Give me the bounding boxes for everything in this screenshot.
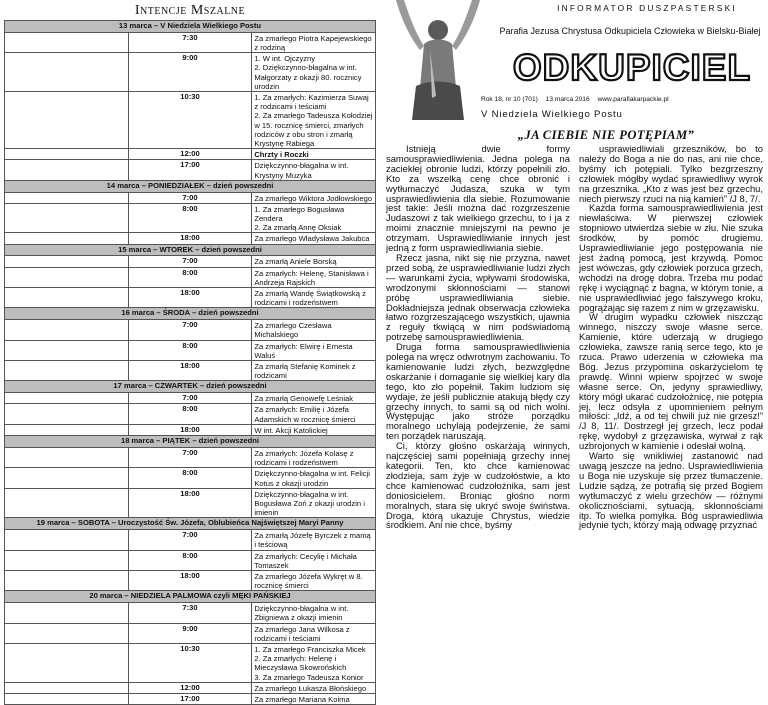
intention-text [252, 288, 376, 308]
mass-entry [5, 53, 376, 92]
intention-line: Dziękczynno-błagalna w int. Felicji Kotus z okazji urodzin [254, 469, 370, 488]
blank-cell [5, 468, 129, 488]
intention-line: Za zmarłego Władysława Jakubca [254, 234, 370, 244]
blank-cell [5, 424, 129, 435]
mass-entry [5, 404, 376, 424]
intention-text [252, 320, 376, 340]
intention-text [252, 447, 376, 467]
mass-entry [5, 32, 376, 52]
intention-text [252, 424, 376, 435]
article-paragraph: Druga forma samousprawiedliwienia polega na wręcz odwrotnym zachowaniu. To kamienowanie ludzi złych, bezwzględne oskarżanie i domaganie się wielkiej kary dla tego, kto zło popełnił. Takim ludziom się wydaje, że jeśli publicznie atakują błędy czy grzechy innych, to sami są od nich wolni. Występując jako stróże porządku moralnego uchylają podejrzenie, że sami ten porządek naruszają. [386, 341, 570, 442]
intention-text [252, 682, 376, 693]
mass-entry [5, 92, 376, 149]
mass-entry [5, 424, 376, 435]
intention-line: 2. Za zmarłego Tadeusza Kołodziej w 15. rocznicę śmierci, zmarłych rodziców z obu stron i zmarłą Krystynę Rabiega [254, 111, 373, 149]
mass-time: 9:00 [128, 623, 252, 643]
intention-text [252, 53, 376, 92]
mass-time: 18:00 [128, 424, 252, 435]
intention-line: Chrzty i Roczki [254, 150, 309, 160]
intention-text [252, 203, 376, 233]
article-paragraph: Ci, którzy głośno oskarżają winnych, najczęściej sami popełniają grzechy innej kategorii. Ten, kto chce kamienować złodzieja, sam żyje w cudzołóstwie, a kto chce kamienować cudzołożnika, sam jest doniosicielem. Broniąc głośno norm moralnych, stara się ukryć swoje świństwa. Droga, którą ukazuje Chrystus, wiedzie środkiem. Ani nie chce, byśmy [386, 440, 570, 531]
blank-cell [5, 447, 129, 467]
intention-text [252, 192, 376, 203]
mass-entry [5, 530, 376, 550]
mass-time: 17:00 [128, 693, 252, 704]
day-header [5, 308, 376, 320]
blank-cell [5, 203, 129, 233]
mass-entry [5, 447, 376, 467]
mass-entry [5, 160, 376, 180]
blank-cell [5, 393, 129, 404]
informator-label: INFORMATOR DUSZPASTERSKI [557, 3, 737, 13]
intention-text [252, 361, 376, 381]
mass-time: 7:30 [128, 603, 252, 623]
blank-cell [5, 603, 129, 623]
mass-entry [5, 149, 376, 160]
mass-time: 18:00 [128, 288, 252, 308]
intention-line: Za zmarłą Józefę Byrczek z mamą i teściową [254, 531, 371, 550]
intention-line: Za zmarłego Piotra Kapejewskiego z rodziną [254, 33, 372, 52]
intention-line: Za zmarłych: Helenę, Stanisława i Andrzeja Rajskich [254, 268, 369, 287]
mass-time: 18:00 [128, 233, 252, 244]
mass-entry [5, 623, 376, 643]
intention-line: Za zmarłego Łukasza Błońskiego [254, 683, 367, 693]
article-column-2 [579, 144, 763, 530]
article-headline: „JA CIEBIE NIE POTĘPIAM” [517, 128, 695, 142]
day-header [5, 436, 376, 448]
mass-time: 8:00 [128, 404, 252, 424]
day-header [5, 180, 376, 192]
intention-text [252, 267, 376, 287]
intention-text [252, 404, 376, 424]
mass-time: 7:00 [128, 393, 252, 404]
blank-cell [5, 32, 129, 52]
mass-time: 8:00 [128, 340, 252, 360]
mass-time: 7:30 [128, 32, 252, 52]
intention-text [252, 603, 376, 623]
mass-time: 12:00 [128, 682, 252, 693]
mass-entry [5, 203, 376, 233]
intention-text [252, 32, 376, 52]
day-header [5, 381, 376, 393]
blank-cell [5, 233, 129, 244]
intention-line: 2. Za zmarłą Annę Oksiak [254, 223, 342, 233]
intention-text [252, 530, 376, 550]
blank-cell [5, 92, 129, 149]
intention-line: Za zmarłą Aniele Borską [254, 257, 337, 267]
intention-line: 1. Za zmarłego Bogusława Zendera [254, 204, 345, 224]
mass-entry [5, 361, 376, 381]
issue-date: 13 marca 2016 [545, 96, 590, 103]
mass-time: 18:00 [128, 570, 252, 590]
mass-time: 10:30 [128, 92, 252, 149]
mass-time: 8:00 [128, 203, 252, 233]
intention-line: Za zmarłą Stefanię Kominek z rodzicami [254, 362, 356, 381]
mass-time: 10:30 [128, 643, 252, 682]
christ-statue-image [386, 0, 490, 120]
blank-cell [5, 623, 129, 643]
mass-entry [5, 340, 376, 360]
intention-line: Za zmarłych: Józefa Kolasę z rodzicami i rodzeństwem [254, 448, 354, 468]
blank-cell [5, 53, 129, 92]
intention-text [252, 468, 376, 488]
intention-line: Dziękczynno-błagalna w int. Bogusława Zoń z okazji urodzin i imienin [254, 489, 365, 518]
day-header [5, 244, 376, 256]
blank-cell [5, 550, 129, 570]
website-link[interactable]: www.parafiakarpackie.pl [597, 96, 669, 103]
intention-line: Za zmarłego Czesława Michalskiego [254, 321, 332, 340]
logo-text: ODKUPICIEL [512, 47, 752, 88]
mass-entry [5, 603, 376, 623]
blank-cell [5, 682, 129, 693]
intention-line: Za zmarłego Józefa Wykręt w 8. rocznicę śmierci [254, 571, 363, 591]
intention-line: 2. Za zmarłych: Helenę i Mieczysława Skowrońskich [254, 654, 347, 673]
blank-cell [5, 693, 129, 704]
intention-line: 1. W int. Ojczyzny [254, 54, 316, 64]
intention-line: Za zmarłego Wiktora Jodłowskiego [254, 193, 373, 203]
blank-cell [5, 256, 129, 267]
day-header-text: 18 marca – PIĄTEK – dzień powszedni [5, 436, 376, 448]
intention-line: Za zmarłych: Cecylię i Michała Tomaszek [254, 551, 357, 570]
mass-intentions-column [4, 0, 376, 704]
intention-text [252, 693, 376, 704]
intention-line: 2. Dziękczynno-błagalna w int. Małgorzaty z okazji 80. rocznicy urodzin [254, 63, 362, 91]
issue-line [481, 96, 767, 103]
intention-text [252, 92, 376, 149]
mass-entry [5, 192, 376, 203]
intention-line: Za zmarłą Wandę Świątkowską z rodzicami i rodzeństwem [254, 289, 366, 308]
blank-cell [5, 340, 129, 360]
intention-line: W int. Akcji Katolickiej [254, 425, 328, 435]
mass-time: 18:00 [128, 488, 252, 518]
intention-text [252, 550, 376, 570]
blank-cell [5, 488, 129, 518]
mass-entry [5, 256, 376, 267]
mass-time: 12:00 [128, 149, 252, 160]
blank-cell [5, 530, 129, 550]
mass-time: 9:00 [128, 53, 252, 92]
mass-entry [5, 267, 376, 287]
mass-time: 18:00 [128, 361, 252, 381]
intention-text [252, 623, 376, 643]
blank-cell [5, 192, 129, 203]
mass-time: 8:00 [128, 267, 252, 287]
day-header-text: 19 marca – SOBOTA – Uroczystość Św. Józefa, Oblubieńca Najświętszej Maryi Panny [5, 518, 376, 530]
mass-entry [5, 288, 376, 308]
blank-cell [5, 149, 129, 160]
day-header [5, 21, 376, 33]
intention-line: Za zmarłego Jana Wilkosa z rodzicami i teściami [254, 624, 350, 643]
mass-time: 8:00 [128, 550, 252, 570]
mass-intentions-title: Intencje Mszalne [134, 3, 246, 18]
mass-entry [5, 570, 376, 590]
issue-number: Rok 18, nr 10 (701) [481, 96, 538, 103]
blank-cell [5, 288, 129, 308]
article-paragraph: Istnieją dwie formy samousprawiedliwienia. Jedna polega na zaciekłej obronie ludzi, którzy popełnili zło. Kto za wszelką cenę chce obronić i wytłumaczyć Judasza, szuka w tym usprawiedliwienia dla siebie. Rozumowanie jest takie: Jeśli można dać rozgrzeszenie Judaszowi z tak wielkiego grzechu, to i ja z moimi znacznie mniejszymi na pewno je otrzymam. Usprawiedliwianie innych jest jedną z form usprawiedliwiania siebie. [386, 143, 570, 254]
intention-line: 1. Za zmarłych: Kazimierza Suwaj z rodzicami i teściami [254, 93, 369, 112]
blank-cell [5, 361, 129, 381]
mass-time: 8:00 [128, 468, 252, 488]
blank-cell [5, 267, 129, 287]
mass-intentions-table [4, 20, 376, 705]
intention-text [252, 393, 376, 404]
intention-line: Dziękczynno-błagalna w int. Krystyny Muzyka [254, 161, 349, 180]
day-header-text: 16 marca – ŚRODA – dzień powszedni [5, 308, 376, 320]
mass-entry [5, 550, 376, 570]
intention-text [252, 149, 376, 160]
intention-text [252, 256, 376, 267]
blank-cell [5, 160, 129, 180]
intention-text [252, 643, 376, 682]
article-column-1 [386, 144, 570, 530]
day-header-text: 17 marca – CZWARTEK – dzień powszedni [5, 381, 376, 393]
article-paragraph: W drugim wypadku człowiek niszcząc winnego, niszczy swoje własne serce. Kamienie, które uderzają w drugiego człowieka, zawsze ranią serce tego, kto je rzuca. Prawo uderzenia w człowieka ma Bóg. Jezus przypomina oskarżycielom tę prawdę. Winni wpierw spojrzeć w swoje własne serce. On, jedyny sprawiedliwy, który mógł ukarać cudzołożnicę, nie potępia jej, lecz odsyła z upomnieniem pełnym miłości: „Idź, a od tej chwili już nie grzesz!” /J 8, 11/. Dostrzegł jej grzech, lecz podał rękę, wydobył z grzęzawiska, wyrwał z rąk uzbrojonych w kamienie i odesłał wolną. [579, 311, 763, 452]
intention-text [252, 233, 376, 244]
mass-entry [5, 468, 376, 488]
logo [500, 48, 764, 88]
day-header-text: 14 marca – PONIEDZIAŁEK – dzień powszedni [5, 180, 376, 192]
mass-time: 7:00 [128, 256, 252, 267]
intention-line: Za zmarłych: Emilię i Józefa Adamskich w rocznicę śmierci [254, 405, 356, 424]
mass-time: 7:00 [128, 530, 252, 550]
day-header [5, 518, 376, 530]
intention-line: Za zmarłą Genowefę Leśniak [254, 394, 354, 404]
intention-text [252, 340, 376, 360]
mass-entry [5, 393, 376, 404]
sunday-name: V Niedziela Wielkiego Postu [481, 109, 623, 120]
parish-name: Parafia Jezusa Chrystusa Odkupiciela Człowieka w Bielsku-Białej [499, 26, 761, 36]
mass-time: 7:00 [128, 320, 252, 340]
mass-entry [5, 682, 376, 693]
intention-text [252, 570, 376, 590]
intention-line: Za zmarłych: Elwirę i Ernesta Waluś [254, 341, 353, 360]
day-header-text: 20 marca – NIEDZIELA PALMOWA czyli MĘKI PAŃSKIEJ [5, 591, 376, 603]
blank-cell [5, 320, 129, 340]
mass-entry [5, 643, 376, 682]
day-header-text: 13 marca – V Niedziela Wielkiego Postu [5, 21, 376, 33]
mass-time: 7:00 [128, 447, 252, 467]
mass-time: 17:00 [128, 160, 252, 180]
mass-entry [5, 488, 376, 518]
day-header-text: 15 marca – WTOREK – dzień powszedni [5, 244, 376, 256]
bulletin-front-page [386, 0, 764, 543]
article-paragraph: Każda forma samousprawiedliwienia jest niewłaściwa. W pierwszej człowiek stopniowo utwierdza siebie w złu. Nie szuka środków, by pomóc drugiemu. Usprawiedliwianie jego postępowania nie jest żadną pomocą, jest krzywdą. Pomoc jest wówczas, gdy człowiek porzuca grzech, wchodzi na drogę dobra. Trzeba mu podać rękę i wyciągnąć z bagna, w którym tonie, a nie usprawiedliwiać jego fałszywego kroku, pogrążając się razem z nim w grzęzawisku. [579, 202, 763, 313]
article-paragraph: Warto się wnikliwiej zastanowić nad uwagą jeszcze na jedno. Usprawiedliwienia u Boga nie uzyskuje się przez tłumaczenie. Ludzie sądzą, że potrafią się przed Bogiem wytłumaczyć z wielu grzechów — różnymi okolicznościami, sytuacją, skłonnościami itp. To wielka pomyłka. Bóg usprawiedliwia jedynie tych, którzy mają odwagę przyznać [579, 450, 763, 531]
intention-line: Za zmarłego Mariana Koima [254, 694, 350, 704]
blank-cell [5, 404, 129, 424]
intention-line: 3. Za zmarłego Tadeusza Konior [254, 672, 364, 682]
mass-entry [5, 693, 376, 704]
mass-time: 7:00 [128, 192, 252, 203]
intention-line: 1. Za zmarłego Franciszka Micek [254, 644, 366, 654]
blank-cell [5, 643, 129, 682]
intention-text [252, 160, 376, 180]
article-paragraph: Rzecz jasna, nikt się nie przyzna, nawet przed sobą, że usprawiedliwianie ludzi złych — warunkami życia, wpływami środowiska, wrodzonymi skłonnościami — stanowi próbę usprawiedliwiania siebie. Dokładniejsza jednak obserwacja człowieka łatwo rozgrzeszającego wszystkich, ujawnia z reguły tkwiącą w nim podświadomą potrzebę samousprawiedliwienia. [386, 251, 570, 343]
mass-entry [5, 320, 376, 340]
day-header [5, 591, 376, 603]
intention-text [252, 488, 376, 518]
mass-entry [5, 233, 376, 244]
blank-cell [5, 570, 129, 590]
intention-line: Dziękczynno-błagalna w int. Zbigniewa z okazji imienin [254, 604, 349, 623]
article-paragraph: usprawiedliwiali grzeszników, bo to należy do Boga a nie do nas, ani nie chce, byśmy ich potępiali. Tylko bezgrzeszny człowiek mógłby wydać sprawiedliwy wyrok na grzesznika. „Kto z was jest bez grzechu, niech pierwszy rzuci na nią kamień” /J 8, 7/. [579, 143, 763, 204]
